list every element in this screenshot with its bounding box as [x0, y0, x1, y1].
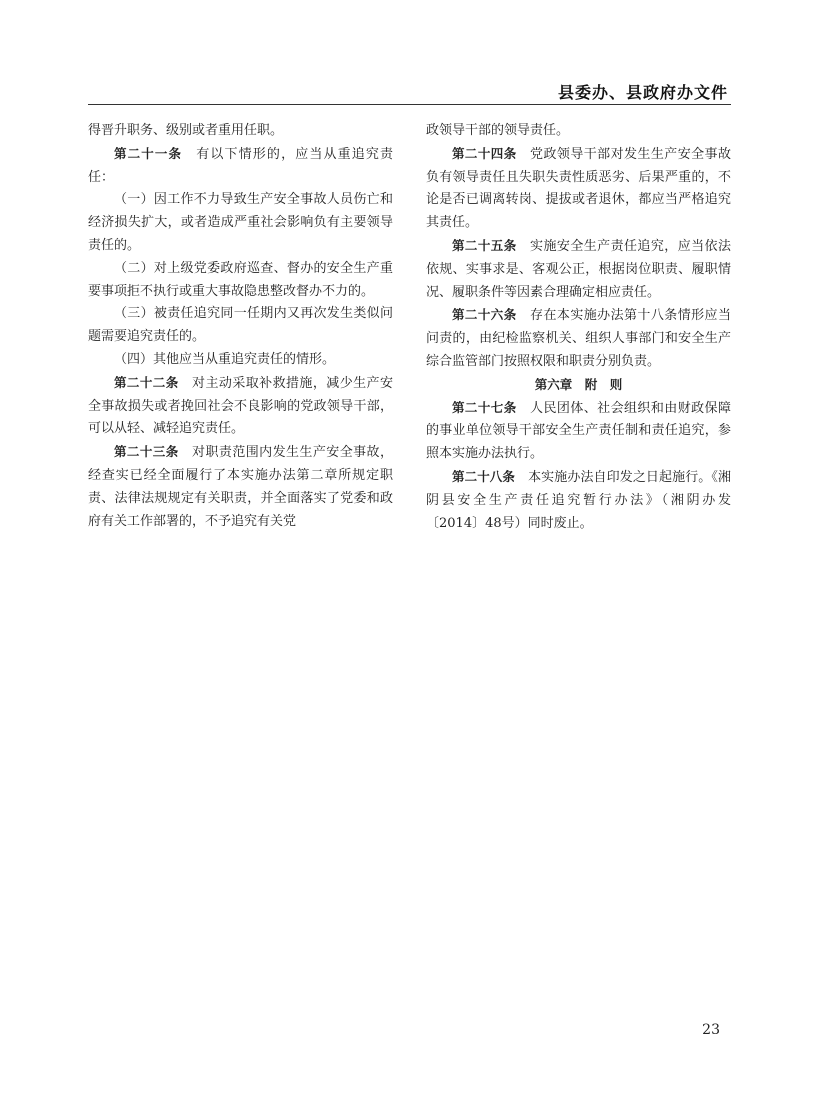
- paragraph: [88, 258, 393, 304]
- paragraph: [426, 304, 731, 373]
- paragraph-text: 实施安全生产责任追究，应当依法依规、实事求是、客观公正，根据岗位职责、履职情况、履职条件等因素合理确定相应责任。: [426, 238, 731, 300]
- paragraph: [88, 189, 393, 257]
- paragraph: [426, 397, 731, 466]
- paragraph-text: （一）因工作不力导致生产安全事故人员伤亡和经济损失扩大，或者造成严重社会影响负有主要领导责任的。: [88, 192, 393, 253]
- paragraph: [426, 120, 731, 143]
- paragraph: [88, 441, 393, 533]
- paragraph: [426, 143, 731, 235]
- paragraph-text: 政领导干部的领导责任。: [426, 123, 570, 138]
- page-number: 23: [702, 1022, 720, 1038]
- paragraph-text: 本实施办法自印发之日起施行。《湘阴县安全生产责任追究暂行办法》（湘阴办发〔2014〕48号）同时废止。: [426, 469, 731, 531]
- paragraph-text: 对职责范围内发生生产安全事故，经查实已经全面履行了本实施办法第二章所规定职责、法律法规规定有关职责，并全面落实了党委和政府有关工作部署的，不予追究有关党: [88, 445, 393, 529]
- article-number: 第二十三条: [114, 444, 179, 460]
- article-number: 第二十八条: [452, 468, 515, 484]
- article-number: 第二十五条: [452, 237, 517, 253]
- article-number: 第二十四条: [452, 145, 517, 161]
- left-column: [88, 120, 393, 533]
- paragraph-text: 党政领导干部对发生生产安全事故负有领导责任且失职失责性质恶劣、后果严重的，不论是否已调离转岗、提拔或者退休，都应当严格追究其责任。: [426, 146, 731, 231]
- paragraph-text: （四）其他应当从重追究责任的情形。: [114, 351, 336, 367]
- paragraph-text: （三）被责任追究同一任期内又再次发生类似问题需要追究责任的。: [88, 306, 393, 345]
- paragraph: [88, 120, 393, 143]
- paragraph: [426, 466, 731, 535]
- header-rule: [88, 104, 731, 105]
- paragraph: [88, 303, 393, 349]
- paragraph-text: （二）对上级党委政府巡查、督办的安全生产重要事项拒不执行或重大事故隐患整改督办不力的。: [88, 260, 393, 299]
- right-column: [426, 120, 731, 535]
- paragraph-text: 存在本实施办法第十八条情形应当问责的，由纪检监察机关、组织人事部门和安全生产综合监管部门按照权限和职责分别负责。: [426, 308, 731, 369]
- paragraph: [88, 349, 393, 372]
- header-title: 县委办、县政府办文件: [557, 83, 728, 102]
- article-number: 第二十一条: [114, 145, 183, 161]
- paragraph-text: 对主动采取补救措施，减少生产安全事故损失或者挽回社会不良影响的党政领导干部，可以从轻、减轻追究责任。: [88, 375, 393, 437]
- chapter-heading: 第六章 附 则: [534, 376, 623, 392]
- paragraph: [426, 235, 731, 304]
- article-number: 第二十二条: [114, 374, 179, 390]
- article-number: 第二十六条: [452, 307, 517, 323]
- paragraph-text: 得晋升职务、级别或者重用任职。: [88, 123, 284, 138]
- paragraph: [88, 143, 393, 190]
- paragraph-text: 人民团体、社会组织和由财政保障的事业单位领导干部安全生产责任制和责任追究，参照本实施办法执行。: [426, 400, 731, 462]
- article-number: 第二十七条: [452, 399, 517, 415]
- paragraph-text: 有以下情形的，应当从重追究责任：: [88, 146, 393, 185]
- paragraph: [88, 372, 393, 441]
